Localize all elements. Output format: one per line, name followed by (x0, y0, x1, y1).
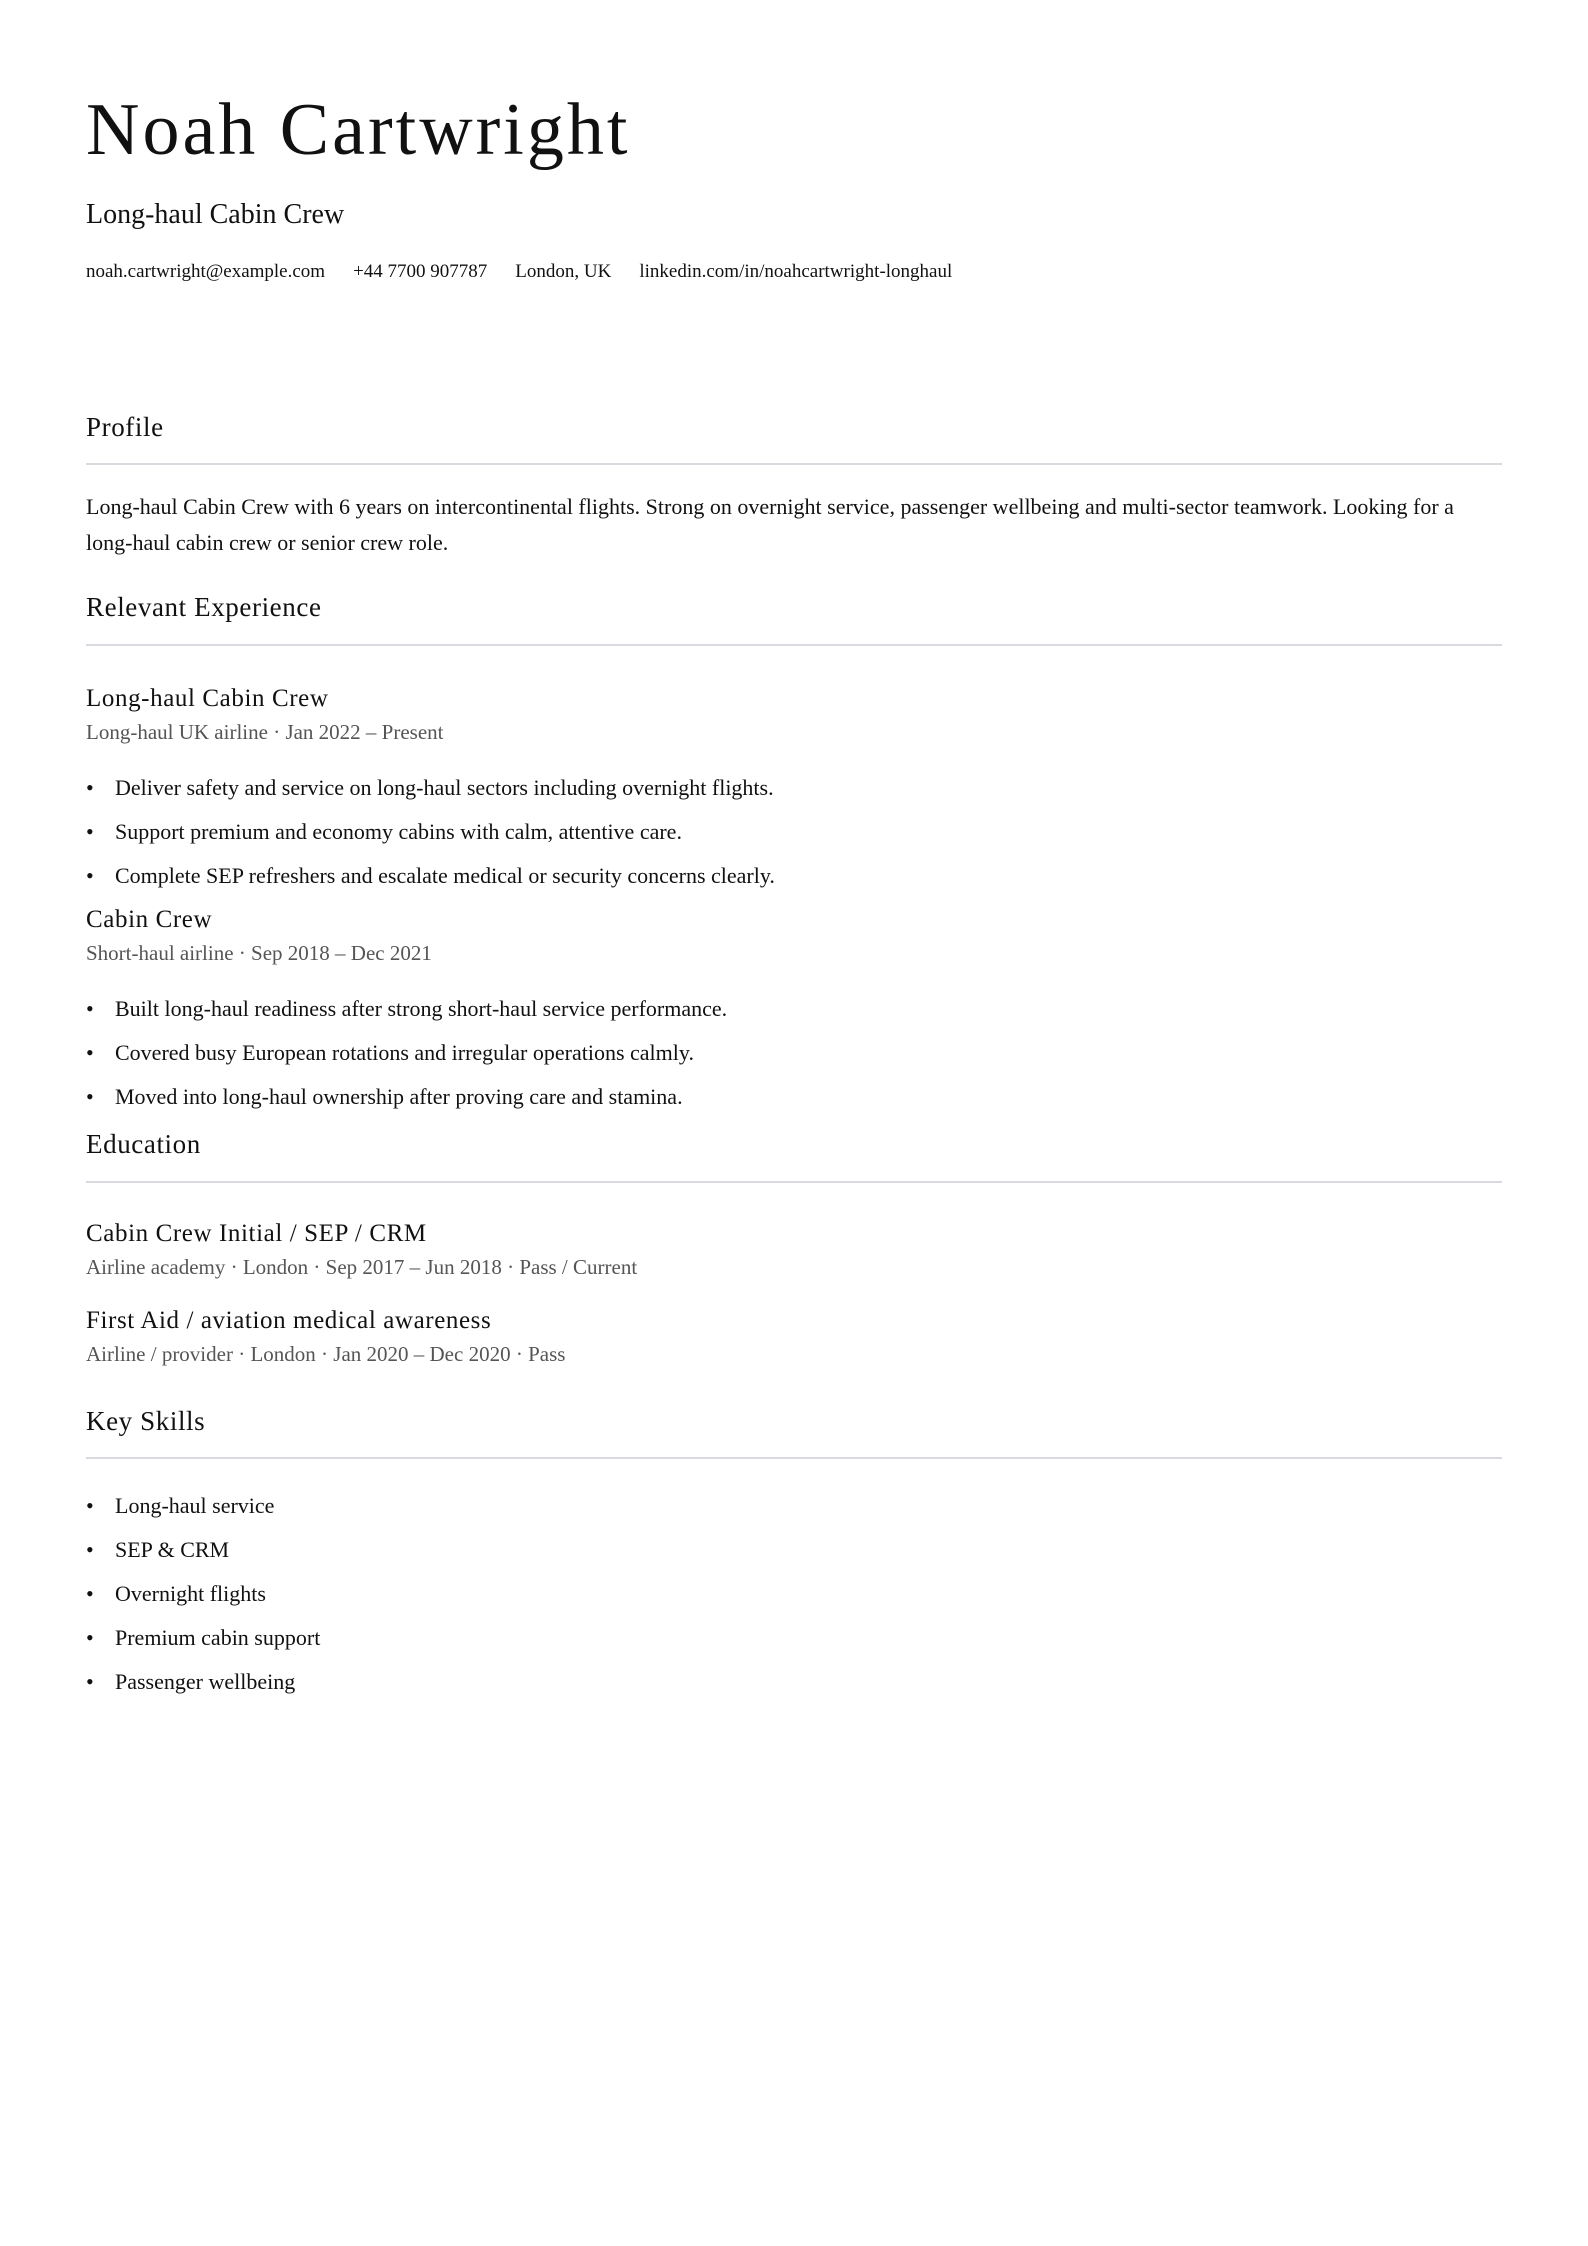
education-title: Cabin Crew Initial / SEP / CRM (86, 1219, 427, 1247)
contact-email: noah.cartwright@example.com (86, 261, 326, 283)
job-bullet: • Built long-haul readiness after strong short-haul service performance. (86, 996, 1502, 1022)
education-section (86, 1128, 1502, 1367)
job-entry (86, 684, 1502, 889)
section-divider (86, 1457, 1502, 1459)
experience-section (86, 591, 1502, 1110)
skill-item: • Long-haul service (86, 1493, 1502, 1519)
job-title: Cabin Crew (86, 906, 213, 934)
section-divider (86, 463, 1502, 465)
job-entry (86, 905, 1502, 1110)
contact-linkedin: linkedin.com/in/noahcartwright-longhaul (639, 261, 953, 283)
job-bullet: • Deliver safety and service on long-haul sectors including overnight flights. (86, 775, 1502, 801)
skill-item: • Overnight flights (86, 1581, 1502, 1607)
job-title: Long-haul Cabin Crew (86, 684, 329, 712)
section-title-skills: Key Skills (86, 1406, 206, 1436)
contact-line (86, 261, 1502, 284)
job-bullet: • Covered busy European rotations and irregular operations calmly. (86, 1040, 1502, 1066)
resume-header (86, 89, 1502, 284)
candidate-role: Long-haul Cabin Crew (86, 198, 345, 230)
education-meta: Airline / provider · London · Jan 2020 – Dec 2020 · Pass (86, 1341, 566, 1366)
profile-section (86, 411, 1502, 561)
contact-location: London, UK (515, 261, 612, 283)
candidate-name: Noah Cartwright (86, 89, 631, 171)
job-bullet: • Support premium and economy cabins with calm, attentive care. (86, 819, 1502, 845)
skill-item: • Passenger wellbeing (86, 1669, 1502, 1695)
skill-item: • SEP & CRM (86, 1537, 1502, 1563)
skills-list (86, 1493, 1502, 1695)
section-title-education: Education (86, 1129, 201, 1160)
education-meta: Airline academy · London · Sep 2017 – Jun 2018 · Pass / Current (86, 1254, 638, 1279)
skills-section (86, 1405, 1502, 1695)
job-bullet: • Moved into long-haul ownership after proving care and stamina. (86, 1084, 1502, 1110)
job-meta: Short-haul airline · Sep 2018 – Dec 2021 (86, 941, 432, 966)
education-title: First Aid / aviation medical awareness (86, 1306, 492, 1334)
skill-item: • Premium cabin support (86, 1625, 1502, 1651)
section-divider (86, 1181, 1502, 1183)
section-title-experience: Relevant Experience (86, 592, 322, 623)
section-title-profile: Profile (86, 412, 164, 443)
job-bullets (86, 775, 1502, 889)
job-bullets (86, 996, 1502, 1110)
education-entry (86, 1306, 1502, 1367)
education-entry (86, 1219, 1502, 1280)
job-meta: Long-haul UK airline · Jan 2022 – Present (86, 719, 444, 744)
section-divider (86, 644, 1502, 646)
contact-phone: +44 7700 907787 (353, 261, 488, 283)
job-bullet: • Complete SEP refreshers and escalate medical or security concerns clearly. (86, 863, 1502, 889)
profile-summary: Long-haul Cabin Crew with 6 years on intercontinental flights. Strong on overnight service, passenger wellbeing and multi-sector teamwork. Looking for a long-haul cabin crew or senior crew role. (86, 494, 1454, 556)
